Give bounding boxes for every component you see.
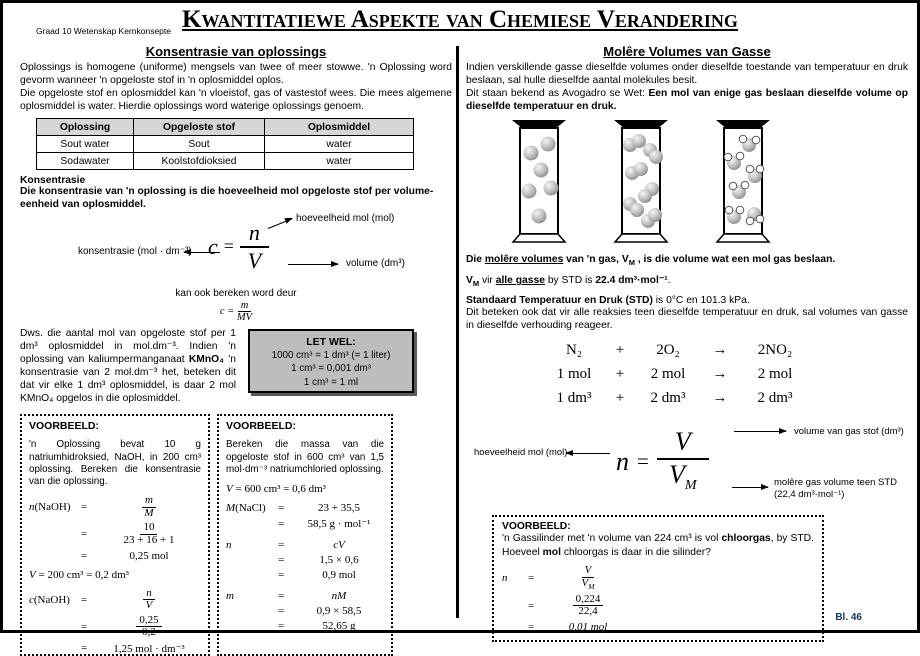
- fraction-denominator: V: [247, 247, 262, 273]
- example-title: VOORBEELD:: [29, 420, 100, 433]
- formula-right-label: volume (dm³): [346, 257, 405, 269]
- math-result: nM: [331, 590, 347, 603]
- math-row: [226, 539, 384, 551]
- equals-sign: =: [278, 590, 285, 603]
- concentration-formula-diagram: [20, 214, 452, 288]
- equals-sign: =: [528, 620, 535, 633]
- equals-sign: =: [81, 528, 88, 541]
- math-row: = $\frac{0,224}{22,4}$: [502, 594, 814, 618]
- equation-term: 2O₂: [656, 342, 680, 359]
- math-row: n(NaOH) = $\frac{m}{M}$: [29, 495, 201, 519]
- math-row: [29, 642, 201, 655]
- math-row: [502, 621, 814, 633]
- triatomic-gas-cylinder-icon: [716, 120, 770, 242]
- fraction: [240, 219, 269, 273]
- konsentrasie-heading: Konsentrasie: [20, 175, 86, 187]
- math-result: 0,9 × 58,5: [316, 605, 362, 618]
- math-row: [29, 550, 201, 562]
- avogadro-text: Dit staan bekend as Avogadro se Wet:: [466, 88, 649, 100]
- table-cell: Koolstofdioksied: [134, 153, 265, 170]
- examples-row: [20, 414, 452, 656]
- math-lhs: m: [226, 590, 234, 603]
- equation-term: 2NO₂: [757, 342, 793, 359]
- math-lhs: n(NaOH): [29, 501, 71, 514]
- arrow-sign: →: [712, 342, 728, 359]
- right-section-heading: Molêre Volumes van Gasse: [603, 44, 771, 59]
- math-lhs: n: [502, 572, 508, 585]
- alt-formula-lhs: c =: [219, 305, 235, 317]
- left-arrow-icon: [566, 453, 610, 454]
- example-box-2: [217, 414, 393, 656]
- math-row: c(NaOH) = $\frac{n}{V}$: [29, 588, 201, 612]
- math-row: [226, 554, 384, 566]
- kmno4-bold: KMnO₄: [188, 354, 225, 366]
- avogadro-paragraph: [466, 87, 908, 113]
- left-section-heading: Konsentrasie van oplossings: [145, 44, 327, 59]
- formula-n-equals-v-over-vm: [616, 429, 709, 493]
- let-wel-line: 1 cm³ = 1 ml: [303, 376, 359, 388]
- plus-sign: +: [615, 366, 625, 383]
- example-working: [29, 495, 201, 654]
- equals-sign: =: [223, 236, 234, 257]
- equals-sign: =: [278, 620, 285, 633]
- formula-left-label: hoeveelheid mol (mol): [474, 447, 568, 459]
- fraction-numerator: n: [240, 222, 269, 248]
- right-arrow-icon: [288, 264, 338, 265]
- math-line: V = 200 cm³ = 0,2 dm³: [29, 568, 129, 581]
- math-result: 1,25 mol · dm⁻³: [113, 642, 185, 655]
- course-label: Graad 10 Wetenskap Kernkonsepte: [36, 26, 171, 36]
- example-problem: 'n Oplossing bevat 10 g natriumhidroksied, NaOH, in 200 cm³ oplossing. Bereken die konsentrasie van die oplossing.: [29, 439, 201, 488]
- formula-top-label: volume van gas stof (dm³): [794, 426, 904, 438]
- konsentrasie-definition: Die konsentrasie van 'n oplossing is die hoeveelheid mol opgeloste stof per volume-eenheid van oplosmiddel.: [20, 186, 434, 211]
- math-result: 0,25 mol: [129, 549, 169, 562]
- moles-formula-diagram: [466, 409, 908, 505]
- math-result: 58,5 g · mol⁻¹: [307, 518, 371, 531]
- diagonal-arrow-icon: [268, 218, 292, 229]
- math-lhs: n: [226, 539, 232, 552]
- math-result: 0,01 mol: [568, 620, 608, 633]
- dws-paragraph: [20, 327, 236, 405]
- table-cell: Sout water: [37, 136, 134, 153]
- formula-left-label: konsentrasie (mol · dm⁻³): [78, 245, 192, 257]
- arrow-sign: →: [712, 366, 728, 383]
- math-row: [226, 569, 384, 581]
- dws-text: Dws. die aantal mol van opgeloste stof per 1 dm³ oplosmiddel in mol.dm⁻³. Indien 'n oplossing van kaliumpermanganaat: [20, 328, 236, 366]
- avogadro-law-bold: Een mol van enige gas beslaan dieselfde volume op dieselfde temperatuur en druk.: [466, 88, 908, 113]
- math-row: [226, 517, 384, 530]
- equals-sign: =: [81, 549, 88, 562]
- let-wel-box: [248, 329, 414, 393]
- formula-symbol: c: [208, 233, 218, 259]
- table-cell: Sodawater: [37, 153, 134, 170]
- math-row: = $\frac{0,25}{0,2}$: [29, 615, 201, 639]
- left-arrow-icon: [184, 252, 220, 253]
- table-cell: Sout: [134, 136, 265, 153]
- let-wel-line: 1 cm³ = 0,001 dm³: [291, 363, 371, 375]
- formula-bottom-label: molêre gas volume teen STD (22,4 dm³·mol⁻¹): [774, 477, 898, 500]
- equals-sign: =: [278, 554, 285, 567]
- example-working: [226, 483, 384, 632]
- equals-sign: =: [81, 620, 88, 633]
- equals-sign: =: [278, 569, 285, 582]
- formula-symbol: n: [616, 446, 629, 476]
- math-row: [226, 502, 384, 514]
- column-divider: [456, 46, 459, 618]
- math-row: [226, 605, 384, 617]
- example-box-1: [20, 414, 210, 656]
- let-wel-title: LET WEL:: [306, 336, 356, 348]
- equals-sign: =: [278, 517, 285, 530]
- math-line: V = 600 cm³ = 0,6 dm³: [226, 483, 326, 496]
- fraction: [657, 429, 709, 493]
- math-row: [226, 620, 384, 632]
- equals-sign: =: [278, 605, 285, 618]
- solutions-table: [36, 118, 414, 170]
- column-header: Opgeloste stof: [134, 119, 265, 136]
- ratio-paragraph: Dit beteken ook dat vir alle reaksies teen dieselfde temperatuur en druk, sal volumes van gasse in dieselfde verhouding reageer.: [466, 307, 908, 332]
- note-row: [20, 327, 452, 405]
- fraction-numerator: V: [657, 429, 709, 460]
- equals-sign: =: [81, 501, 88, 514]
- top-right-arrow-icon: [734, 431, 786, 432]
- math-lhs: c(NaOH): [29, 593, 70, 606]
- formula-c-equals-n-over-v: [208, 219, 269, 273]
- example-problem: 'n Gassilinder met 'n volume van 224 cm³ is vol chloorgas, by STD. Hoeveel mol chloorgas is daar in die silinder?: [502, 533, 814, 558]
- plus-sign: +: [615, 390, 625, 407]
- fraction: [237, 300, 252, 323]
- equals-sign: =: [278, 502, 285, 515]
- equation-term: 2 dm³: [757, 390, 793, 407]
- fraction-denominator: MV: [236, 311, 253, 323]
- math-result: 0,9 mol: [322, 569, 356, 582]
- table-header-row: [37, 119, 414, 136]
- equation-term: 2 mol: [650, 366, 686, 383]
- intro-paragraph-1: Oplossings is homogene (uniforme) mengsels van twee of meer stowwe. 'n Oplossing word gevorm wanneer 'n opgeloste stof in 'n oplosmiddel oplos.: [20, 62, 452, 87]
- page-number: Bl. 46: [835, 612, 862, 623]
- equals-sign: =: [278, 539, 285, 552]
- equals-sign: =: [81, 642, 88, 655]
- equals-sign: =: [81, 593, 88, 606]
- dws-text: 'n konsentrasie van 2 mol.dm⁻³ het, beteken dit dat vir elke 1 dm³ oplosmiddel, is daar 2 mol KMnO₄ opgelos in die oplosmiddel.: [20, 354, 236, 405]
- equation-term: N₂: [565, 342, 583, 359]
- example-box-3: [492, 515, 824, 641]
- reaction-equation: [542, 342, 908, 407]
- formula-top-label: hoeveelheid mol (mol): [296, 212, 395, 224]
- table-row: [37, 136, 414, 153]
- math-lhs: M(NaCl): [226, 502, 266, 515]
- column-header: Oplosmiddel: [265, 119, 414, 136]
- example-title: VOORBEELD:: [226, 420, 297, 433]
- equation-term: 2 dm³: [650, 390, 686, 407]
- diatomic-gas-cylinder-icon: [614, 120, 668, 242]
- math-result: 52,65 g: [322, 620, 356, 633]
- column-header: Oplossing: [37, 119, 134, 136]
- math-row: = $\frac{10}{23 + 16 + 1}$: [81, 521, 175, 546]
- table-cell: water: [265, 153, 414, 170]
- equation-term: 2 mol: [757, 366, 793, 383]
- intro-paragraph-2: Die opgeloste stof en oplosmiddel kan 'n vloeistof, gas of vastestof wees. Die mees algemene oplosmiddel is water. Hierdie oplossings word waterige oplossings genoem.: [20, 88, 452, 113]
- equals-sign: =: [528, 572, 535, 585]
- arrow-sign: →: [712, 390, 728, 407]
- example-title: VOORBEELD:: [502, 521, 571, 533]
- gas-cylinders-figure: [508, 118, 908, 251]
- fraction-numerator: m: [238, 300, 252, 312]
- page-title: Kwantitatiewe Aspekte van Chemiese Verandering: [182, 6, 738, 33]
- example-problem: Bereken die massa van die opgeloste stof in 600 cm³ van 1,5 mol·dm⁻³ natriumchloried oplossing.: [226, 439, 384, 475]
- alt-formula-caption: kan ook bereken word deur: [175, 287, 297, 299]
- math-row: n = $\frac{V}{V_M}$: [502, 564, 595, 591]
- math-result: 23 + 35,5: [318, 502, 360, 515]
- gas-cylinders-svg: [508, 118, 776, 248]
- bottom-right-arrow-icon: [732, 487, 768, 488]
- math-result: 1,5 × 0,6: [319, 554, 359, 567]
- math-row: [226, 590, 384, 602]
- plus-sign: +: [615, 342, 625, 359]
- let-wel-line: 1000 cm³ = 1 dm³ (= 1 liter): [271, 350, 391, 362]
- monatomic-gas-cylinder-icon: [512, 120, 566, 242]
- equals-sign: =: [528, 599, 535, 612]
- equation-term: 1 dm³: [556, 390, 592, 407]
- right-column: [466, 44, 908, 642]
- gas-intro-paragraph: Indien verskillende gasse dieselfde volumes onder dieselfde toestande van temperatuur en druk beslaan, sal hulle dieselfde aantal molekules besit.: [466, 62, 908, 87]
- vm-std-line: $V_M$ vir alle gasse by STD is 22.4 dm³·mol⁻¹.: [466, 275, 671, 289]
- table-cell: water: [265, 136, 414, 153]
- table-row: [37, 153, 414, 170]
- alt-formula: [20, 300, 452, 323]
- math-result: cV: [333, 539, 345, 552]
- molar-volume-definition: Die molêre volumes van 'n gas, $V_M$ , is die volume wat een mol gas beslaan.: [466, 254, 836, 268]
- equation-term: 1 mol: [556, 366, 592, 383]
- left-column: [20, 44, 452, 656]
- example-working: [502, 565, 814, 633]
- equals-sign: =: [637, 449, 649, 474]
- fraction-denominator: $V_M$: [669, 460, 697, 494]
- std-definition-line: Standaard Temperatuur en Druk (STD) is 0°C en 101.3 kPa.: [466, 295, 750, 307]
